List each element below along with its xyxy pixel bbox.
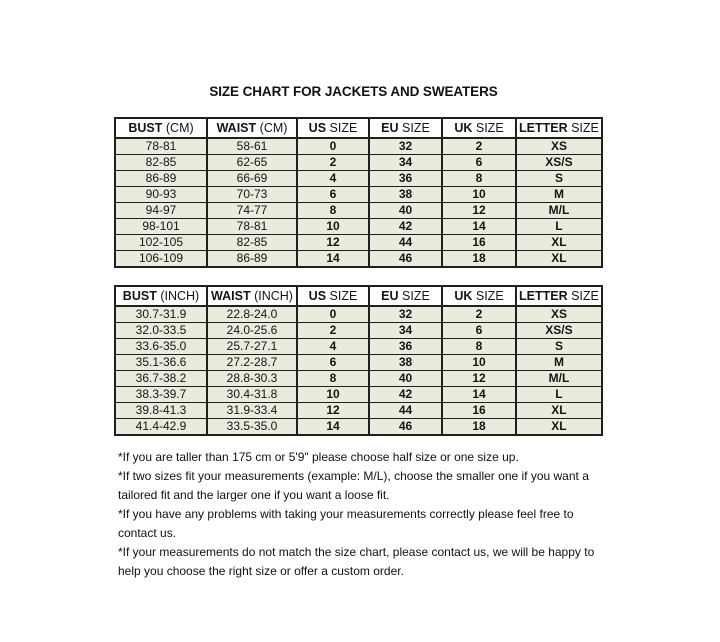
table-cell: 24.0-25.6 xyxy=(207,323,297,339)
table-cell: 36 xyxy=(369,339,442,355)
table-cell: 39.8-41.3 xyxy=(115,403,207,419)
size-table-cm xyxy=(114,117,603,268)
table-cell: 58-61 xyxy=(207,138,297,155)
header-strong-text: UK xyxy=(454,121,473,135)
table-row xyxy=(115,306,602,323)
table-cell: 0 xyxy=(297,138,369,155)
table-cell: 86-89 xyxy=(207,251,297,268)
table-cell: 22.8-24.0 xyxy=(207,306,297,323)
header-strong-text: UK xyxy=(454,289,473,303)
table-cell: 25.7-27.1 xyxy=(207,339,297,355)
table-cell: 94-97 xyxy=(115,203,207,219)
table-row xyxy=(115,419,602,436)
table-cell: 33.6-35.0 xyxy=(115,339,207,355)
table-cell: 35.1-36.6 xyxy=(115,355,207,371)
header-row xyxy=(115,118,602,138)
table-cell: 12 xyxy=(297,403,369,419)
column-header-bust xyxy=(115,118,207,138)
table-cell: 10 xyxy=(297,219,369,235)
table-cell: 78-81 xyxy=(207,219,297,235)
table-cell: 14 xyxy=(297,251,369,268)
table-cell: XL xyxy=(516,403,602,419)
table-cell: M/L xyxy=(516,371,602,387)
header-normal-text: SIZE xyxy=(402,289,430,303)
table-cell: 38 xyxy=(369,187,442,203)
column-header-letter xyxy=(516,286,602,306)
header-strong-text: BUST xyxy=(128,121,163,135)
table-cell: 12 xyxy=(442,203,516,219)
table-row xyxy=(115,371,602,387)
table-cell: 8 xyxy=(442,339,516,355)
table-cell: 66-69 xyxy=(207,171,297,187)
column-header-waist xyxy=(207,286,297,306)
table-row xyxy=(115,187,602,203)
table-cell: 4 xyxy=(297,171,369,187)
table-cell: 0 xyxy=(297,306,369,323)
header-normal-text: SIZE xyxy=(571,289,599,303)
table-cell: 6 xyxy=(297,187,369,203)
table-cell: M/L xyxy=(516,203,602,219)
table-cell: 6 xyxy=(297,355,369,371)
table-cell: XL xyxy=(516,419,602,436)
column-header-waist xyxy=(207,118,297,138)
table-cell: 106-109 xyxy=(115,251,207,268)
table-cell: 2 xyxy=(297,323,369,339)
table-cell: 38.3-39.7 xyxy=(115,387,207,403)
table-cell: 62-65 xyxy=(207,155,297,171)
table-cell: 40 xyxy=(369,203,442,219)
table-cell: 30.7-31.9 xyxy=(115,306,207,323)
header-normal-text: (INCH) xyxy=(254,289,293,303)
footnote-custom-order: *If your measurements do not match the size chart, please contact us, we will be happy to help you choose the right size or offer a custom order. xyxy=(118,545,595,578)
table-cell: 30.4-31.8 xyxy=(207,387,297,403)
table-cell: 8 xyxy=(297,371,369,387)
table-row xyxy=(115,155,602,171)
header-strong-text: US xyxy=(308,121,327,135)
header-strong-text: EU xyxy=(381,289,399,303)
table-cell: 18 xyxy=(442,419,516,436)
column-header-eu xyxy=(369,118,442,138)
table-cell: L xyxy=(516,387,602,403)
table-cell: 18 xyxy=(442,251,516,268)
header-strong-text: LETTER xyxy=(519,289,568,303)
table-cell: 34 xyxy=(369,155,442,171)
header-strong-text: US xyxy=(308,289,327,303)
table-cell: 36 xyxy=(369,171,442,187)
table-cell: 16 xyxy=(442,403,516,419)
table-cell: 34 xyxy=(369,323,442,339)
header-normal-text: SIZE xyxy=(329,121,358,135)
table-row xyxy=(115,387,602,403)
column-header-eu xyxy=(369,286,442,306)
table-cell: XL xyxy=(516,251,602,268)
table-cell: L xyxy=(516,219,602,235)
table-cell: 10 xyxy=(442,187,516,203)
table-cell: 40 xyxy=(369,371,442,387)
table-row xyxy=(115,138,602,155)
table-cell: 31.9-33.4 xyxy=(207,403,297,419)
table-cell: XS xyxy=(516,138,602,155)
table-cell: 12 xyxy=(297,235,369,251)
page-title: SIZE CHART FOR JACKETS AND SWEATERS xyxy=(209,84,498,99)
table-cell: 14 xyxy=(442,219,516,235)
table-cell: 42 xyxy=(369,219,442,235)
footnote-two-sizes: *If two sizes fit your measurements (example: M/L), choose the smaller one if you want a tailored fit and the larger one if you want a loose fit. xyxy=(118,469,589,502)
table-cell: 78-81 xyxy=(115,138,207,155)
footnotes xyxy=(118,448,600,581)
header-strong-text: EU xyxy=(381,121,399,135)
header-normal-text: (CM) xyxy=(259,121,288,135)
size-table-inch xyxy=(114,285,603,436)
table-cell: 16 xyxy=(442,235,516,251)
column-header-uk xyxy=(442,286,516,306)
table-cell: 10 xyxy=(442,355,516,371)
table-cell: 82-85 xyxy=(207,235,297,251)
header-strong-text: BUST xyxy=(122,289,157,303)
table-cell: 44 xyxy=(369,403,442,419)
table-cell: M xyxy=(516,355,602,371)
table-cell: 6 xyxy=(442,155,516,171)
table-cell: XL xyxy=(516,235,602,251)
header-strong-text: WAIST xyxy=(211,289,251,303)
header-normal-text: SIZE xyxy=(329,289,358,303)
table-cell: 6 xyxy=(442,323,516,339)
table-row xyxy=(115,203,602,219)
table-cell: M xyxy=(516,187,602,203)
table-row xyxy=(115,235,602,251)
table-row xyxy=(115,171,602,187)
table-cell: 70-73 xyxy=(207,187,297,203)
table-row xyxy=(115,355,602,371)
table-cell: 2 xyxy=(442,306,516,323)
header-strong-text: WAIST xyxy=(216,121,257,135)
table-cell: 8 xyxy=(297,203,369,219)
table-cell: 4 xyxy=(297,339,369,355)
table-cell: 27.2-28.7 xyxy=(207,355,297,371)
table-cell: 12 xyxy=(442,371,516,387)
table-cell: 32.0-33.5 xyxy=(115,323,207,339)
column-header-letter xyxy=(516,118,602,138)
table-cell: 41.4-42.9 xyxy=(115,419,207,436)
header-normal-text: SIZE xyxy=(571,121,599,135)
column-header-bust xyxy=(115,286,207,306)
table-cell: 38 xyxy=(369,355,442,371)
table-cell: XS xyxy=(516,306,602,323)
table-cell: S xyxy=(516,339,602,355)
table-cell: 36.7-38.2 xyxy=(115,371,207,387)
table-cell: 32 xyxy=(369,306,442,323)
table-cell: 86-89 xyxy=(115,171,207,187)
table-cell: 2 xyxy=(442,138,516,155)
header-row xyxy=(115,286,602,306)
table-cell: XS/S xyxy=(516,323,602,339)
column-header-us xyxy=(297,118,369,138)
table-cell: 8 xyxy=(442,171,516,187)
header-normal-text: SIZE xyxy=(475,289,504,303)
table-row xyxy=(115,219,602,235)
table-cell: 42 xyxy=(369,387,442,403)
table-cell: 90-93 xyxy=(115,187,207,203)
table-cell: 46 xyxy=(369,419,442,436)
table-cell: 44 xyxy=(369,235,442,251)
table-cell: S xyxy=(516,171,602,187)
table-cell: 10 xyxy=(297,387,369,403)
table-row xyxy=(115,403,602,419)
table-row xyxy=(115,339,602,355)
table-cell: 98-101 xyxy=(115,219,207,235)
table-cell: XS/S xyxy=(516,155,602,171)
header-normal-text: (CM) xyxy=(165,121,194,135)
table-row xyxy=(115,251,602,268)
footnote-measure-help: *If you have any problems with taking your measurements correctly please feel free to contact us. xyxy=(118,507,574,540)
table-cell: 74-77 xyxy=(207,203,297,219)
table-cell: 102-105 xyxy=(115,235,207,251)
column-header-us xyxy=(297,286,369,306)
table-cell: 28.8-30.3 xyxy=(207,371,297,387)
footnote-height: *If you are taller than 175 cm or 5'9" please choose half size or one size up. xyxy=(118,450,519,464)
table-cell: 14 xyxy=(442,387,516,403)
header-strong-text: LETTER xyxy=(519,121,568,135)
table-cell: 32 xyxy=(369,138,442,155)
table-cell: 2 xyxy=(297,155,369,171)
table-cell: 82-85 xyxy=(115,155,207,171)
column-header-uk xyxy=(442,118,516,138)
table-cell: 14 xyxy=(297,419,369,436)
header-normal-text: SIZE xyxy=(475,121,504,135)
table-cell: 33.5-35.0 xyxy=(207,419,297,436)
header-normal-text: (INCH) xyxy=(160,289,200,303)
header-normal-text: SIZE xyxy=(402,121,430,135)
table-row xyxy=(115,323,602,339)
table-cell: 46 xyxy=(369,251,442,268)
